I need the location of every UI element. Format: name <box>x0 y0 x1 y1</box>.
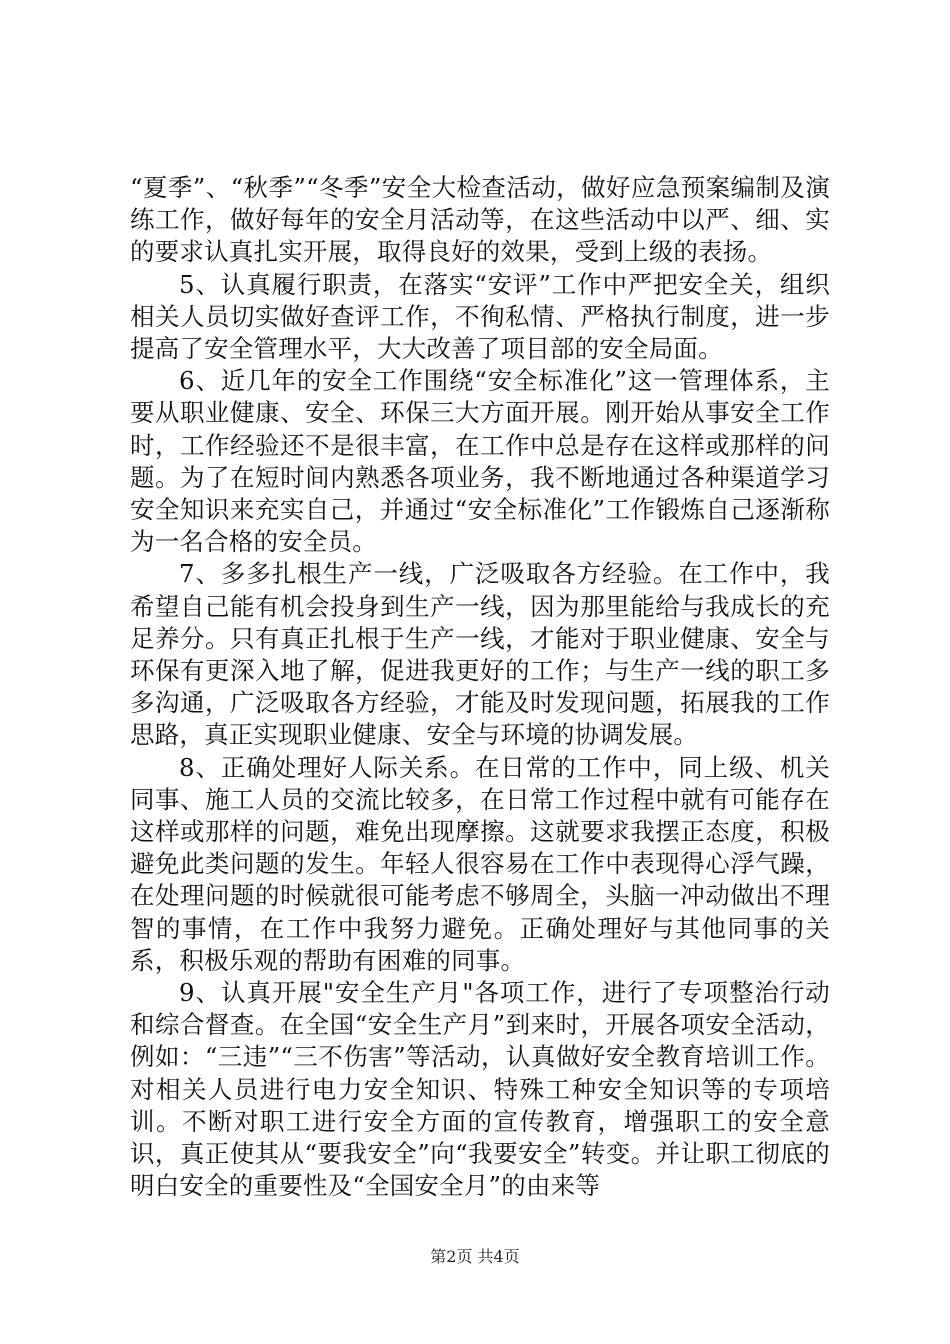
document-body <box>130 172 830 1203</box>
paragraph-continuation: “夏季”、“秋季”“冬季”安全大检查活动，做好应急预案编制及演练工作，做好每年的安全月活动等，在这些活动中以严、细、实的要求认真扎实开展，取得良好的效果，受到上级的表扬。 <box>130 173 830 267</box>
paragraph-item-6: 6、近几年的安全工作围绕“安全标准化”这一管理体系，主要从职业健康、安全、环保三大方面开展。刚开始从事安全工作时，工作经验还不是很丰富，在工作中总是存在这样或那样的问题。为了在短时间内熟悉各项业务，我不断地通过各种渠道学习安全知识来充实自己，并通过“安全标准化”工作锻炼自己逐渐称为一名合格的安全员。 <box>130 366 830 557</box>
page-footer <box>0 1244 950 1267</box>
page-number: 第2页 共4页 <box>430 1247 520 1266</box>
paragraph-item-7: 7、多多扎根生产一线，广泛吸取各方经验。在工作中，我希望自己能有机会投身到生产一线，因为那里能给与我成长的充足养分。只有真正扎根于生产一线，才能对于职业健康、安全与环保有更深入地了解，促进我更好的工作；与生产一线的职工多多沟通，广泛吸取各方经验，才能及时发现问题，拓展我的工作思路，真正实现职业健康、安全与环境的协调发展。 <box>130 559 830 750</box>
paragraph-item-5: 5、认真履行职责，在落实“安评”工作中严把安全关，组织相关人员切实做好查评工作，不徇私情、严格执行制度，进一步提高了安全管理水平，大大改善了项目部的安全局面。 <box>130 269 830 364</box>
paragraph-item-9: 9、认真开展"安全生产月"各项工作，进行了专项整治行动和综合督查。在全国“安全生产月”到来时，开展各项安全活动，例如：“三违”“三不伤害”等活动，认真做好安全教育培训工作。对相关人员进行电力安全知识、特殊工种安全知识等的专项培训。不断对职工进行安全方面的宣传教育，增强职工的安全意识，真正使其从“要我安全”向“我要安全”转变。并让职工彻底的明白安全的重要性及“全国安全月”的由来等 <box>130 978 830 1201</box>
paragraph-item-8: 8、正确处理好人际关系。在日常的工作中，同上级、机关同事、施工人员的交流比较多，在日常工作过程中就有可能存在这样或那样的问题，难免出现摩擦。这就要求我摆正态度，积极避免此类问题的发生。年轻人很容易在工作中表现得心浮气躁，在处理问题的时候就很可能考虑不够周全，头脑一冲动做出不理智的事情，在工作中我努力避免。正确处理好与其他同事的关系，积极乐观的帮助有困难的同事。 <box>130 752 830 975</box>
